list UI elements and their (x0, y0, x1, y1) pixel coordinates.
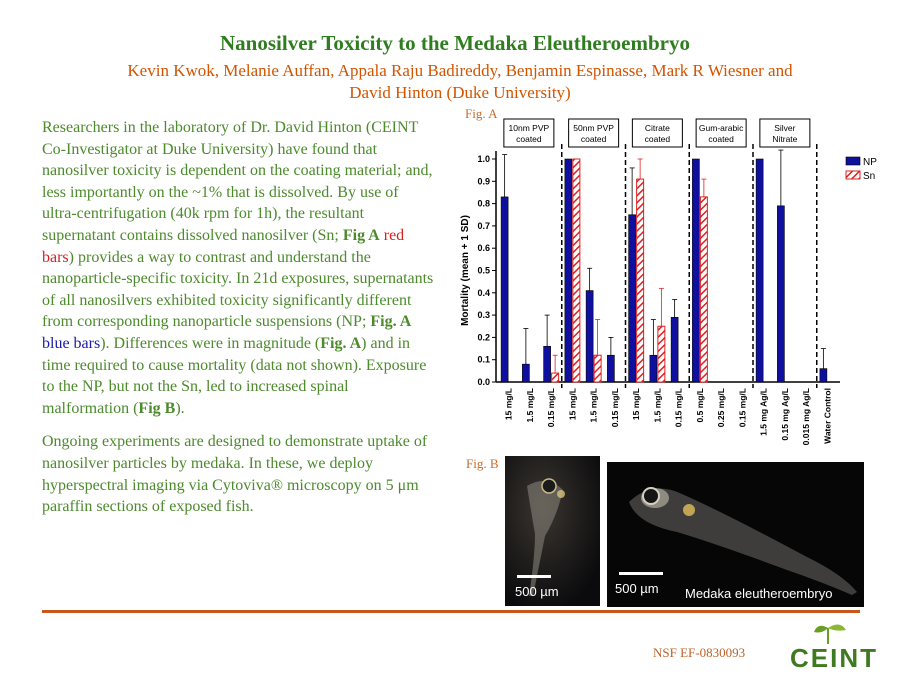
x-tick-label: 15 mg/L (631, 388, 642, 421)
np-bar (692, 159, 699, 382)
medaka-photo-1 (505, 456, 600, 606)
x-tick-label: 15 mg/L (503, 388, 514, 421)
authors-line-2: David Hinton (Duke University) (349, 83, 571, 102)
legend-np-label: NP (863, 157, 877, 168)
authors-line-1: Kevin Kwok, Melanie Auffan, Appala Raju Badireddy, Benjamin Espinasse, Mark R Wiesner and (127, 61, 793, 80)
authors (50, 60, 870, 104)
y-tick-label: 0.0 (477, 377, 490, 387)
y-tick-label: 0.3 (477, 310, 490, 321)
fig-a-ref-2: Fig. A (370, 313, 412, 331)
p2-text: ) provides a way to contrast and understand the nanoparticle-specific toxicity. In 21d exposures, supernatants of all nanosilvers exhibited toxicity significantly different from corresponding nanoparticle suspensions (NP; (42, 248, 434, 331)
np-bar (671, 317, 678, 382)
group-label: Gum-arabic (698, 123, 744, 133)
legend-np-swatch (846, 157, 860, 165)
group-label: coated (580, 134, 607, 144)
x-tick-label: 0.15 mg/L (737, 388, 748, 428)
medaka-photo-2 (607, 462, 864, 607)
y-tick-label: 0.4 (477, 287, 490, 298)
x-tick-label: 1.5 mg/L (524, 388, 535, 423)
y-tick-label: 0.2 (477, 332, 490, 343)
group-label: 10nm PVP (508, 123, 550, 133)
legend-sn-label: Sn (863, 171, 876, 182)
group-label: coated (708, 134, 734, 144)
mortality-bar-chart (458, 112, 898, 462)
sn-bar (637, 179, 644, 382)
p3-text: ). Differences were in magnitude ( (100, 334, 321, 352)
paragraph-2: Ongoing experiments are designed to demonstrate uptake of nanosilver particles by medaka. In these, we deploy hyperspectral imaging via Cytoviva® microscopy on 5 μm paraffin sections of exposed fish. (42, 433, 428, 516)
y-axis-label: Mortality (mean + 1 SD) (460, 215, 471, 326)
x-tick-label: 0.15 mg/L (673, 388, 684, 428)
x-tick-label: 0.5 mg/L (694, 388, 705, 423)
x-tick-label: 0.15 mg Ag/L (779, 388, 790, 441)
fig-b-ref: Fig B (138, 399, 176, 417)
np-bar (756, 159, 763, 382)
y-tick-label: 0.1 (477, 354, 490, 365)
legend-sn-swatch (846, 171, 860, 179)
group-label: Citrate (644, 123, 670, 133)
x-tick-label: 0.15 mg/L (546, 388, 557, 428)
y-tick-label: 0.7 (477, 220, 490, 231)
body-text (42, 117, 434, 530)
x-tick-label: 1.5 mg/L (588, 388, 599, 423)
group-label: coated (516, 134, 542, 144)
medaka-image-2 (607, 462, 864, 607)
sn-bar (573, 159, 580, 382)
poster-title: Nanosilver Toxicity to the Medaka Eleutheroembryo (220, 31, 690, 55)
fig-a-ref-3: Fig. A (320, 334, 362, 352)
y-tick-label: 0.9 (477, 176, 490, 187)
np-bar (544, 346, 551, 382)
np-bar (586, 291, 593, 382)
group-label: Silver (774, 123, 796, 133)
np-bar (522, 364, 529, 382)
medaka-image-1 (505, 456, 600, 606)
scale-label-2: 500 µm (615, 581, 659, 596)
blue-bars-text: blue bars (42, 334, 101, 352)
x-tick-label: Water Control (822, 388, 833, 444)
np-bar (650, 355, 657, 382)
sn-bar (700, 197, 707, 382)
x-tick-label: 0.015 mg Ag/L (801, 388, 812, 446)
sn-bar (658, 326, 665, 382)
x-tick-label: 1.5 mg Ag/L (758, 388, 769, 436)
group-label: Nitrate (772, 134, 798, 144)
p4-text: ) and in time required to cause mortality (data not shown). Exposure to the NP, but not the Sn, led to increased spinal malformation ( (42, 334, 427, 417)
group-label: coated (644, 134, 671, 144)
y-tick-label: 1.0 (477, 154, 490, 164)
grant-number: NSF EF-0830093 (653, 645, 746, 660)
x-tick-label: 0.15 mg/L (609, 388, 620, 428)
np-bar (565, 159, 572, 382)
fig-a-ref: Fig A (342, 226, 380, 244)
scale-label-1: 500 µm (515, 584, 559, 599)
p5-text: ). (175, 399, 185, 417)
footer-divider (42, 610, 860, 613)
np-bar (501, 197, 508, 382)
sn-bar (552, 373, 559, 382)
p1-text: Researchers in the laboratory of Dr. David Hinton (CEINT Co-Investigator at Duke University) have found that nanosilver toxicity is dependent on the coating material; and, less importantly on the ~1% that is dissolved. By use of ultra-centrifugation (40k rpm for 1h), the resultant supernatant contains dissolved nanosilver (Sn; (42, 119, 433, 244)
np-bar (607, 355, 614, 382)
group-label: 50nm PVP (573, 123, 614, 133)
fig-a-label: Fig. A (465, 106, 498, 121)
x-tick-label: 0.25 mg/L (716, 388, 727, 428)
photo-caption: Medaka eleutheroembryo (685, 586, 833, 601)
x-tick-label: 1.5 mg/L (652, 388, 663, 423)
ceint-logo (788, 620, 878, 680)
np-bar (777, 206, 784, 382)
fig-b-label: Fig. B (466, 456, 499, 471)
y-tick-label: 0.6 (477, 243, 490, 254)
x-tick-label: 15 mg/L (567, 388, 578, 421)
paragraph-1 (42, 117, 434, 419)
np-bar (629, 215, 636, 382)
y-tick-label: 0.5 (477, 265, 490, 276)
red-bars-text: red bars (42, 226, 405, 266)
y-tick-label: 0.8 (477, 198, 490, 209)
np-bar (820, 369, 827, 382)
sn-bar (594, 355, 601, 382)
logo-text: CEINT (790, 643, 878, 673)
